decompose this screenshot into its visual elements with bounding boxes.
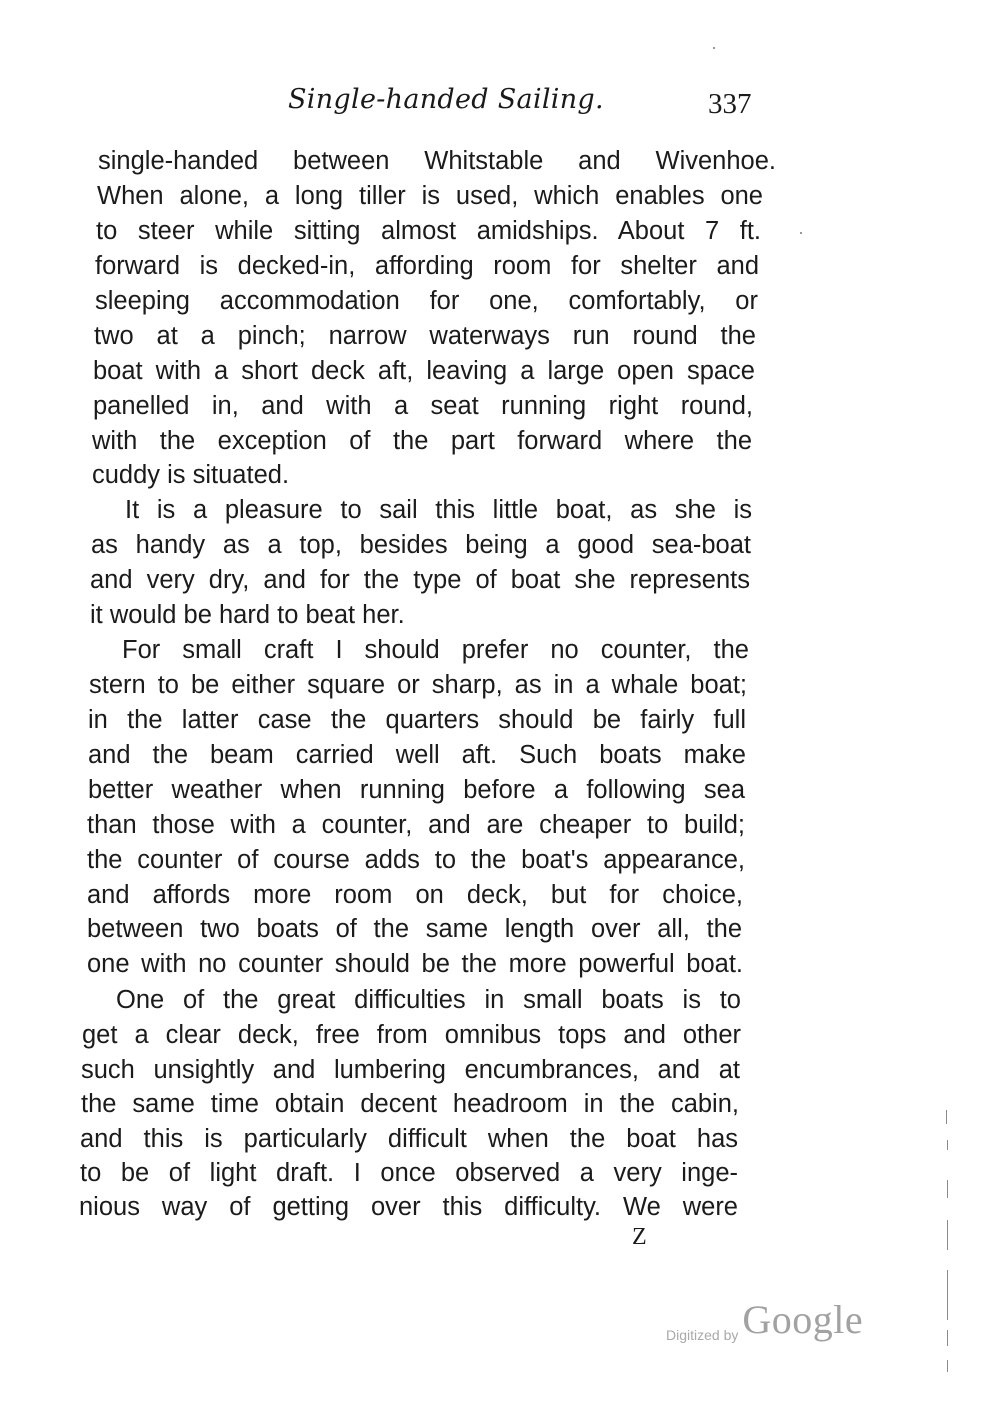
digitized-watermark xyxy=(666,1296,863,1343)
text-line: such unsightly and lumbering encumbrances, and at xyxy=(81,1056,740,1084)
running-head-title: Single-handed Sailing. xyxy=(288,84,604,115)
scan-edge-mark xyxy=(947,1140,948,1150)
text-line: to steer while sitting almost amidships. About 7 ft. xyxy=(96,217,761,245)
text-line: better weather when running before a following sea xyxy=(88,776,745,804)
text-line: and the beam carried well aft. Such boats make xyxy=(88,741,746,769)
text-line: the same time obtain decent headroom in the cabin, xyxy=(81,1090,739,1118)
watermark-prefix: Digitized by xyxy=(666,1326,739,1343)
text-line: It is a pleasure to sail this little boat, as she is xyxy=(125,496,752,524)
text-line: One of the great difficulties in small boats is to xyxy=(116,986,741,1014)
scan-edge-mark xyxy=(947,1360,948,1372)
page-number: 337 xyxy=(708,88,752,120)
text-line: the counter of course adds to the boat's appearance, xyxy=(87,846,745,874)
text-line: as handy as a top, besides being a good sea-boat xyxy=(91,531,751,559)
text-line: panelled in, and with a seat running right round, xyxy=(93,392,753,420)
text-line: two at a pinch; narrow waterways run round the xyxy=(94,322,756,350)
text-line: between two boats of the same length over all, the xyxy=(87,915,742,943)
scan-edge-mark xyxy=(947,1330,948,1346)
text-line: and this is particularly difficult when the boat has xyxy=(80,1125,738,1153)
scan-edge-mark xyxy=(947,1180,948,1198)
google-logo: Google xyxy=(742,1297,864,1342)
text-line: boat with a short deck aft, leaving a large open space xyxy=(93,357,755,385)
text-line: to be of light draft. I once observed a very inge- xyxy=(80,1159,738,1187)
text-line: forward is decked-in, affording room for shelter and xyxy=(95,252,759,280)
text-line: cuddy is situated. xyxy=(92,461,290,489)
text-line: For small craft I should prefer no counter, the xyxy=(122,636,749,664)
scan-speck xyxy=(800,232,802,234)
text-line: one with no counter should be the more powerful boat. xyxy=(87,950,743,978)
scan-edge-mark xyxy=(947,1220,948,1250)
text-line: get a clear deck, free from omnibus tops and other xyxy=(82,1021,741,1049)
text-line: and affords more room on deck, but for choice, xyxy=(87,881,743,909)
text-line: than those with a counter, and are cheaper to build; xyxy=(87,811,745,839)
text-line: and very dry, and for the type of boat she represents xyxy=(90,566,750,594)
text-line: stern to be either square or sharp, as in a whale boat; xyxy=(89,671,747,699)
text-line: single-handed between Whitstable and Wivenhoe. xyxy=(98,147,776,175)
signature-mark: Z xyxy=(632,1224,647,1250)
text-line: in the latter case the quarters should be fairly full xyxy=(88,706,746,734)
scan-edge-mark xyxy=(946,1110,947,1124)
text-line: When alone, a long tiller is used, which enables one xyxy=(97,182,763,210)
text-line: with the exception of the part forward where the xyxy=(92,427,752,455)
text-line: it would be hard to beat her. xyxy=(90,601,405,629)
text-line: nious way of getting over this difficulty. We were xyxy=(79,1193,738,1221)
text-line: sleeping accommodation for one, comfortably, or xyxy=(95,287,758,315)
scan-edge-mark xyxy=(947,1270,948,1320)
scan-speck xyxy=(713,47,715,49)
